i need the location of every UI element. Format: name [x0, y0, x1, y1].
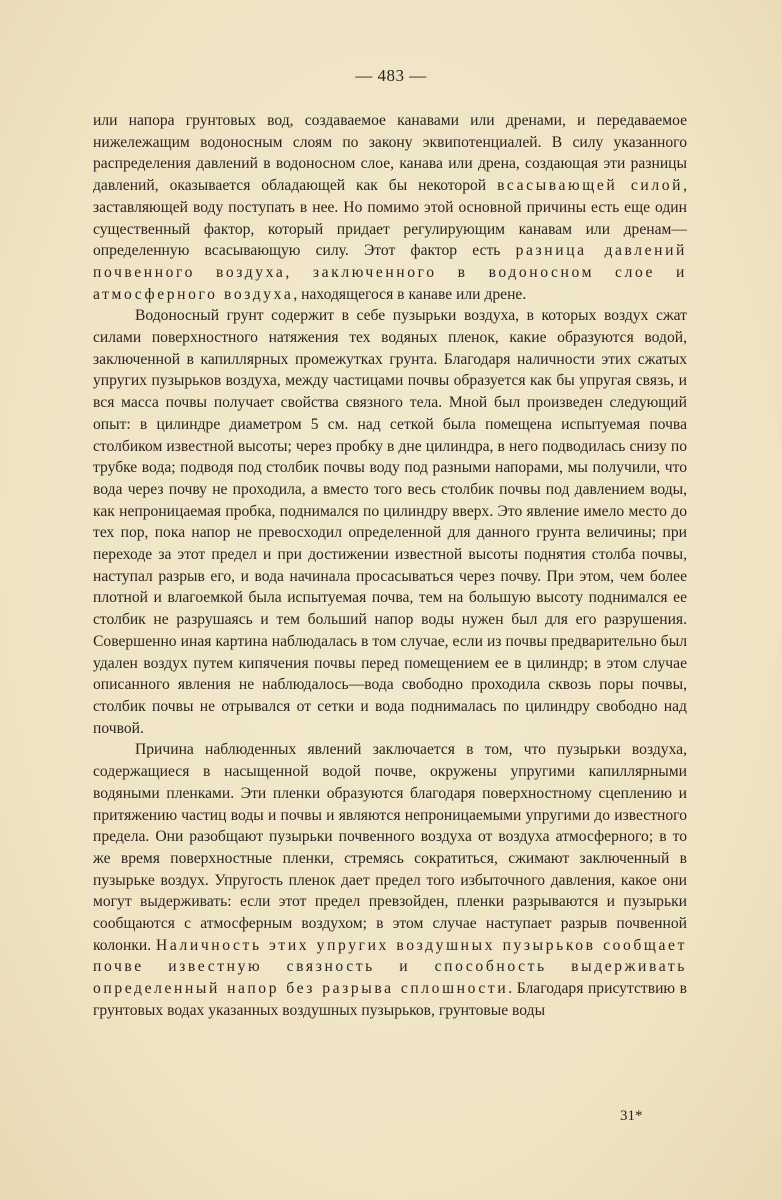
emphasized-text: всасывающей силой	[497, 177, 684, 195]
text-run: . Благодаря присутствию в грунтовых водах указанных воздушных пузырьков, грунтовые воды	[93, 980, 687, 1019]
text-run: Причина наблюденных явлений заключается в том, что пузырьки воздуха, содержащиеся в насыщенной водой почве, окружены упругими капиллярными водяными пленками. Эти пленки образуются благодаря поверхностному сцеплению и притяжению частиц воды и почвы и являются непроницаемыми упругими до известного предела. Они разобщают пузырьки почвенного воздуха от воздуха атмосферного; в то же время поверхностные пленки, стремясь сократиться, сжимают заключенный в пузырьке воздух. Упругость пленок дает предел того избыточного давления, какое они могут выдерживать: если этот предел превзойден, пленки разрываются и пузырьки сообщаются с атмосферным воздухом; в этом случае наступает разрыв почвенной колонки.	[93, 741, 687, 954]
text-run: Водоносный грунт содержит в себе пузырьки воздуха, в которых воздух сжат силами поверхностного натяжения тех водяных пленок, какие образуются водой, заключенной в капиллярных промежутках грунта. Благодаря наличности этих сжатых упругих пузырьков воздуха, между частицами почвы образуется как бы упругая связь, и вся масса почвы получает свойства связного тела. Мной был произведен следующий опыт: в цилиндре диаметром 5 см. над сеткой была помещена испытуемая почва столбиком известной высоты; через пробку в дне цилиндра, в него подводилась снизу по трубке вода; подводя под столбик почвы воду под разными напорами, мы получили, что вода через почву не проходила, а вместо того весь столбик почвы под давлением воды, как непроницаемая пробка, поднимался по цилиндру вверх. Это явление имело место до тех пор, пока напор не превосходил определенной для данного грунта величины; при переходе за этот предел и при достижении известной высоты поднятия столба почвы, наступал разрыв его, и вода начинала просасываться через почву. При этом, чем более плотной и влагоемкой была испытуемая почва, тем на большую высоту поднимался ее столбик не разрушаясь и тем больший напор воды нужен был для его разрушения. Совершенно иная картина наблюдалась в том случае, если из почвы предварительно был удален воздух путем кипячения почвы перед помещением ее в цилиндр; в этом случае описанного явления не наблюдалось—вода свободно проходила сквозь поры почвы, столбик почвы не отрывался от сетки и вода поднималась по цилиндру свободно над почвой.	[93, 307, 687, 737]
paragraph-3	[93, 739, 687, 1021]
body-text	[93, 110, 687, 1022]
text-run: , находящегося в канаве или дрене.	[293, 285, 527, 303]
paragraph-2	[93, 305, 687, 739]
signature-mark: 31*	[620, 1108, 643, 1124]
text-run: , заставляющей воду поступать в нее. Но помимо этой основной причины есть еще один существенный фактор, который придает регулирующим канавам или дренам—определенную всасывающую силу. Этот фактор есть	[93, 177, 687, 260]
emphasized-text: Наличность этих упругих воздушных пузырьков сообщает почве известную связность и способность выдерживать определенный напор без разрыва сплошности	[93, 936, 687, 998]
page-number: — 483 —	[355, 66, 427, 85]
paragraph-1	[93, 110, 687, 305]
emphasized-text: разница давлений почвенного воздуха, заключенного в водоносном слое и атмосферного воздуха	[93, 242, 687, 303]
text-run: или напора грунтовых вод, создаваемое канавами или дренами, и передаваемое нижележащим водоносным слоям по закону эквипотенциалей. В силу указанного распределения давлений в водоносном слое, канава или дрена, создающая эти разницы давлений, оказывается обладающей как бы некоторой	[93, 112, 687, 195]
